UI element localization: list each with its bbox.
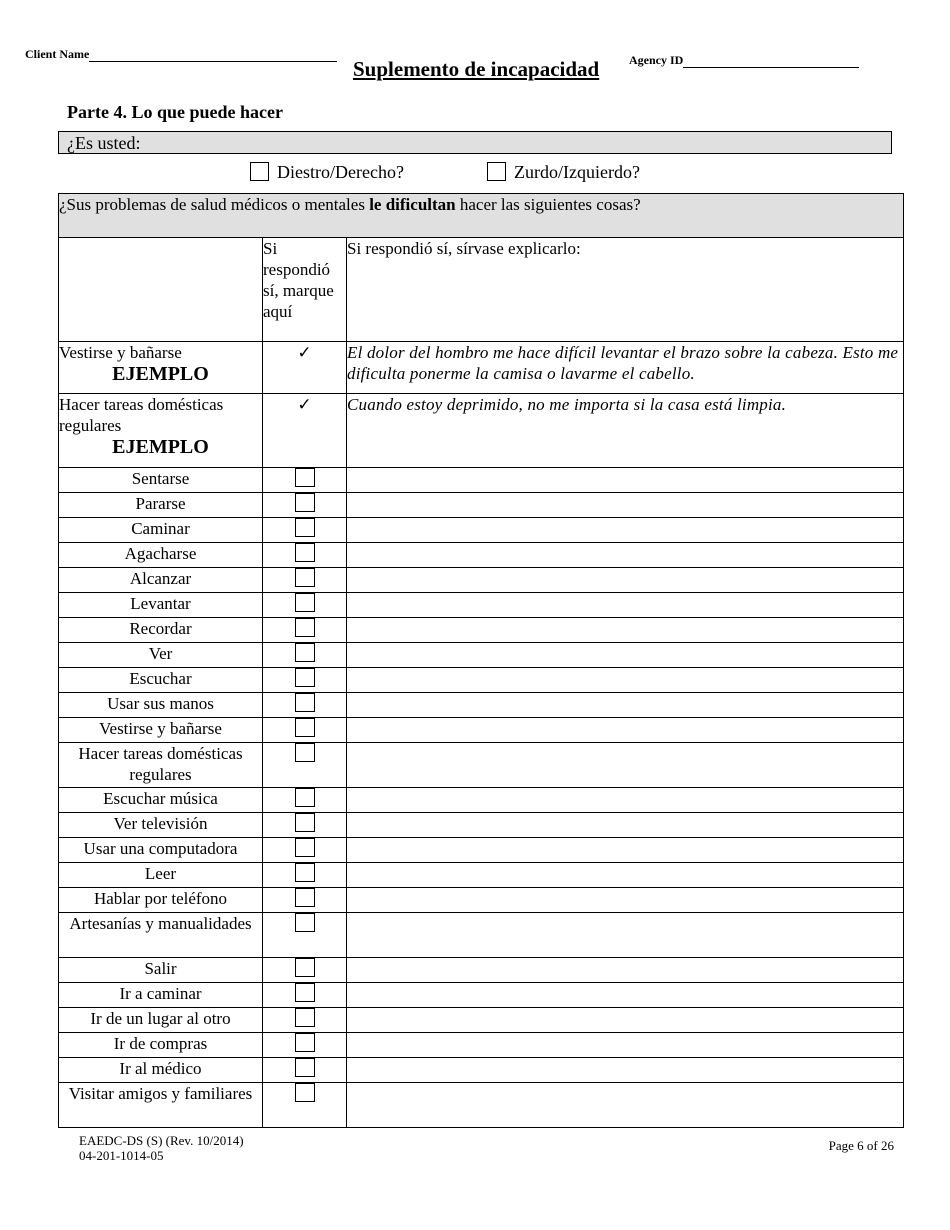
activity-label: Alcanzar	[59, 568, 263, 593]
form-code-block	[79, 1133, 244, 1163]
table-row	[59, 468, 904, 493]
activity-checkbox[interactable]	[295, 543, 315, 562]
activity-checkbox[interactable]	[295, 493, 315, 512]
activity-check-cell	[263, 1008, 347, 1033]
table-row	[59, 718, 904, 743]
example-explanation: Cuando estoy deprimido, no me importa si la casa está limpia.	[347, 394, 904, 468]
activity-check-cell	[263, 958, 347, 983]
activity-label: Ir a caminar	[59, 983, 263, 1008]
example-row	[59, 342, 904, 394]
activity-explanation-input[interactable]	[347, 668, 904, 693]
left-handed-label: Zurdo/Izquierdo?	[514, 162, 640, 182]
activity-explanation-input[interactable]	[347, 913, 904, 958]
activity-label: Usar una computadora	[59, 838, 263, 863]
activity-check-cell	[263, 468, 347, 493]
client-name-label: Client Name	[25, 47, 90, 61]
activity-explanation-input[interactable]	[347, 788, 904, 813]
activity-checkbox[interactable]	[295, 888, 315, 907]
activity-label: Usar sus manos	[59, 693, 263, 718]
table-row	[59, 913, 904, 958]
activity-label: Agacharse	[59, 543, 263, 568]
activity-checkbox[interactable]	[295, 838, 315, 857]
example-explanation: El dolor del hombro me hace difícil levantar el brazo sobre la cabeza. Esto me dificulta ponerme la camisa o lavarme el cabello.	[347, 342, 904, 394]
activity-label: Escuchar música	[59, 788, 263, 813]
table-row	[59, 813, 904, 838]
activity-label: Ir de un lugar al otro	[59, 1008, 263, 1033]
activity-checkbox[interactable]	[295, 593, 315, 612]
activity-explanation-input[interactable]	[347, 888, 904, 913]
handedness-question	[58, 131, 892, 154]
activities-question	[59, 194, 904, 238]
question-text-post: hacer las siguientes cosas?	[455, 195, 641, 214]
explain-column-header: Si respondió sí, sírvase explicarlo:	[347, 239, 581, 258]
client-name-field	[25, 47, 337, 62]
table-row	[59, 1083, 904, 1128]
activity-label: Ir de compras	[59, 1033, 263, 1058]
table-row	[59, 618, 904, 643]
activity-check-cell	[263, 568, 347, 593]
activity-label: Levantar	[59, 593, 263, 618]
handedness-option-left[interactable]	[487, 161, 640, 183]
activity-label: Caminar	[59, 518, 263, 543]
activity-label: Hacer tareas domésticas regulares	[59, 743, 263, 788]
header-explain-cell	[347, 238, 904, 342]
question-text-bold: le dificultan	[369, 195, 456, 214]
activity-check-cell	[263, 668, 347, 693]
activity-explanation-input[interactable]	[347, 693, 904, 718]
activity-explanation-input[interactable]	[347, 838, 904, 863]
activity-label: Artesanías y manualidades	[59, 913, 263, 958]
activity-check-cell	[263, 618, 347, 643]
activity-checkbox[interactable]	[295, 468, 315, 487]
activity-label: Salir	[59, 958, 263, 983]
activity-checkbox[interactable]	[295, 618, 315, 637]
right-handed-checkbox[interactable]	[250, 162, 269, 181]
activity-explanation-input[interactable]	[347, 958, 904, 983]
check-column-header: Si respondió sí, marque aquí	[263, 239, 334, 321]
activity-check-cell	[263, 1083, 347, 1128]
activities-table	[58, 193, 904, 1128]
table-row	[59, 838, 904, 863]
activity-explanation-input[interactable]	[347, 1008, 904, 1033]
activity-explanation-input[interactable]	[347, 493, 904, 518]
activity-checkbox[interactable]	[295, 788, 315, 807]
example-label: EJEMPLO	[112, 436, 209, 458]
table-row	[59, 958, 904, 983]
activity-explanation-input[interactable]	[347, 518, 904, 543]
header-check-cell	[263, 238, 347, 342]
activity-check-cell	[263, 888, 347, 913]
table-row	[59, 743, 904, 788]
table-row	[59, 593, 904, 618]
header-activity-cell	[59, 238, 263, 342]
activity-check-cell	[263, 1058, 347, 1083]
table-row	[59, 543, 904, 568]
activity-explanation-input[interactable]	[347, 1083, 904, 1128]
activity-explanation-input[interactable]	[347, 643, 904, 668]
activity-check-cell	[263, 863, 347, 888]
activity-explanation-input[interactable]	[347, 813, 904, 838]
table-row	[59, 1008, 904, 1033]
activity-checkbox[interactable]	[295, 643, 315, 662]
activity-label: Ir al médico	[59, 1058, 263, 1083]
activity-check-cell	[263, 913, 347, 958]
activity-label: Ver televisión	[59, 813, 263, 838]
activity-check-cell	[263, 718, 347, 743]
table-row	[59, 888, 904, 913]
activity-check-cell	[263, 693, 347, 718]
activity-checkbox[interactable]	[295, 1083, 315, 1102]
activity-check-cell	[263, 1033, 347, 1058]
activity-explanation-input[interactable]	[347, 618, 904, 643]
activity-checkbox[interactable]	[295, 1033, 315, 1052]
agency-id-input[interactable]	[683, 55, 859, 68]
activity-label: Sentarse	[59, 468, 263, 493]
activity-checkbox[interactable]	[295, 813, 315, 832]
right-handed-label: Diestro/Derecho?	[277, 162, 404, 182]
activity-check-cell	[263, 593, 347, 618]
activity-explanation-input[interactable]	[347, 1058, 904, 1083]
example-activity: Hacer tareas domésticas regulares	[59, 395, 224, 435]
activity-checkbox[interactable]	[295, 718, 315, 737]
activity-explanation-input[interactable]	[347, 568, 904, 593]
table-row	[59, 568, 904, 593]
example-check-cell	[263, 394, 347, 468]
activity-label: Recordar	[59, 618, 263, 643]
activity-explanation-input[interactable]	[347, 863, 904, 888]
activity-checkbox[interactable]	[295, 743, 315, 762]
page-title: Suplemento de incapacidad	[353, 57, 600, 81]
client-name-input[interactable]	[89, 49, 337, 62]
table-row	[59, 1058, 904, 1083]
check-mark-icon: ✓	[297, 343, 312, 362]
activity-explanation-input[interactable]	[347, 593, 904, 618]
activity-check-cell	[263, 518, 347, 543]
left-handed-checkbox[interactable]	[487, 162, 506, 181]
activity-check-cell	[263, 493, 347, 518]
activity-label: Hablar por teléfono	[59, 888, 263, 913]
activity-label: Leer	[59, 863, 263, 888]
activity-check-cell	[263, 643, 347, 668]
activity-explanation-input[interactable]	[347, 718, 904, 743]
activity-checkbox[interactable]	[295, 1058, 315, 1077]
example-activity-cell	[59, 394, 263, 468]
table-row	[59, 788, 904, 813]
activity-explanation-input[interactable]	[347, 468, 904, 493]
activity-checkbox[interactable]	[295, 668, 315, 687]
table-row	[59, 518, 904, 543]
agency-id-field	[629, 53, 859, 68]
activity-checkbox[interactable]	[295, 518, 315, 537]
handedness-question-text: ¿Es usted:	[67, 133, 141, 153]
activity-checkbox[interactable]	[295, 913, 315, 932]
example-label: EJEMPLO	[112, 363, 209, 385]
table-row	[59, 693, 904, 718]
activity-checkbox[interactable]	[295, 568, 315, 587]
activity-checkbox[interactable]	[295, 1008, 315, 1027]
activity-checkbox[interactable]	[295, 863, 315, 882]
activity-check-cell	[263, 838, 347, 863]
activity-checkbox[interactable]	[295, 693, 315, 712]
agency-id-label: Agency ID	[629, 53, 684, 67]
handedness-option-right[interactable]	[250, 161, 404, 183]
activity-explanation-input[interactable]	[347, 743, 904, 788]
example-activity-cell	[59, 342, 263, 394]
activity-check-cell	[263, 813, 347, 838]
activity-label: Vestirse y bañarse	[59, 718, 263, 743]
activity-check-cell	[263, 983, 347, 1008]
question-text-pre: ¿Sus problemas de salud médicos o mentales	[59, 195, 370, 214]
part-title: Parte 4. Lo que puede hacer	[67, 102, 283, 122]
example-check-cell	[263, 342, 347, 394]
activity-check-cell	[263, 788, 347, 813]
activity-check-cell	[263, 543, 347, 568]
table-row	[59, 643, 904, 668]
example-activity: Vestirse y bañarse	[59, 343, 182, 362]
activity-checkbox[interactable]	[295, 983, 315, 1002]
table-row	[59, 668, 904, 693]
activity-label: Visitar amigos y familiares	[59, 1083, 263, 1128]
activity-check-cell	[263, 743, 347, 788]
activity-label: Escuchar	[59, 668, 263, 693]
activity-explanation-input[interactable]	[347, 983, 904, 1008]
table-row	[59, 1033, 904, 1058]
table-row	[59, 493, 904, 518]
activity-label: Ver	[59, 643, 263, 668]
check-mark-icon: ✓	[297, 395, 312, 414]
activity-checkbox[interactable]	[295, 958, 315, 977]
table-row	[59, 863, 904, 888]
page-number: Page 6 of 26	[828, 1138, 894, 1153]
activity-explanation-input[interactable]	[347, 543, 904, 568]
form-number: 04-201-1014-05	[79, 1148, 164, 1163]
table-row	[59, 983, 904, 1008]
activity-label: Pararse	[59, 493, 263, 518]
activity-explanation-input[interactable]	[347, 1033, 904, 1058]
example-row	[59, 394, 904, 468]
form-code: EAEDC-DS (S) (Rev. 10/2014)	[79, 1133, 244, 1148]
